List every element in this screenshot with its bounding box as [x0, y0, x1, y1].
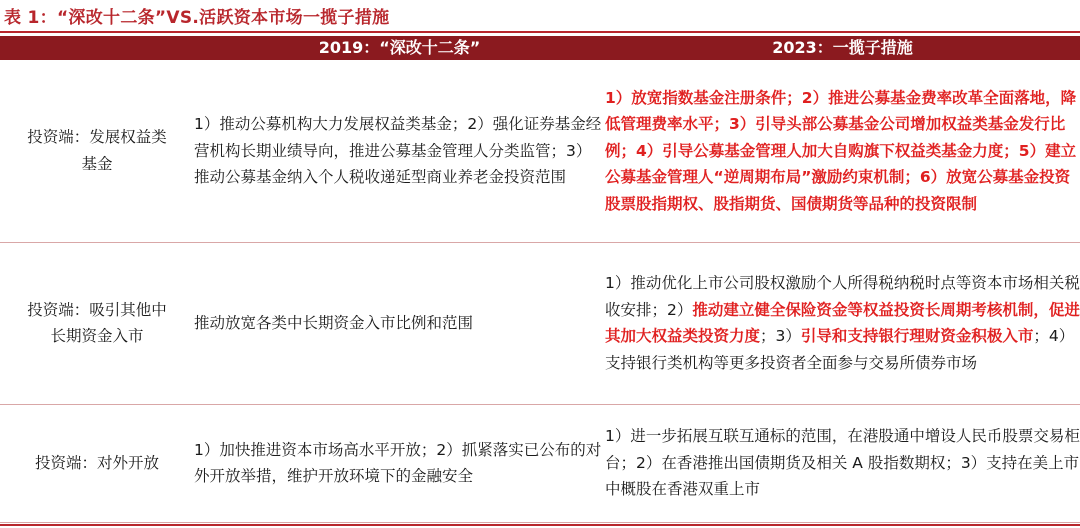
bottom-divider	[0, 524, 1080, 526]
cell-2019: 推动放宽各类中长期资金入市比例和范围	[194, 242, 605, 404]
cell-2023	[605, 60, 1080, 242]
table-row	[0, 60, 1080, 242]
highlight-text: 推动建立健全保险资金等权益投资长周期考核机制，促进其加大权益类投资力度	[605, 300, 1080, 345]
row-category	[0, 404, 194, 522]
plain-text: 1）推动优化上市公司股权激励个人所得税纳税时点等资本市场相关税收安排；2）	[605, 274, 1080, 319]
highlight-text: 1）放宽指数基金注册条件；2）推进公募基金费率改革全面落地，降低管理费率水平；3）引导头部公募基金公司增加权益类基金发行比例；4）引导公募基金管理人加大自购旗下权益类基金力度；5）建立公募基金管理人“逆周期布局”激励约束机制；6）放宽公募基金投资股票股指期权、股指期货、国债期货等品种的投资限制	[605, 88, 1077, 213]
table-row	[0, 242, 1080, 404]
row-category	[0, 242, 194, 404]
plain-text: ；4）支持银行类机构等更多投资者全面参与交易所债券市场	[605, 327, 1075, 372]
table-row	[0, 404, 1080, 522]
category-text: 投资端：吸引其他中长期资金入市	[27, 300, 167, 345]
header-row	[0, 36, 1080, 60]
plain-text: ；3）	[760, 327, 801, 345]
cell-2019: 1）推动公募机构大力发展权益类基金；2）强化证券基金经营机构长期业绩导向，推进公募基金管理人分类监管；3）推动公募基金纳入个人税收递延型商业养老金投资范围	[194, 60, 605, 242]
title-divider	[0, 31, 1080, 33]
header-2023: 2023：一揽子措施	[605, 36, 1080, 60]
row-category	[0, 60, 194, 242]
plain-text: 1）进一步拓展互联互通标的范围，在港股通中增设人民币股票交易柜台；2）在香港推出国债期货及相关 A 股指数期权；3）支持在美上市中概股在香港双重上市	[605, 427, 1080, 499]
cell-2023	[605, 404, 1080, 522]
category-text: 投资端：对外开放	[34, 453, 159, 472]
cell-2019: 1）加快推进资本市场高水平开放；2）抓紧落实已公布的对外开放举措，维护开放环境下的金融安全	[194, 404, 605, 522]
highlight-text: 引导和支持银行理财资金积极入市	[800, 327, 1034, 345]
category-text: 投资端：发展权益类基金	[27, 128, 167, 173]
table-title: 表 1：“深改十二条”VS.活跃资本市场一揽子措施	[4, 8, 390, 28]
cell-2023	[605, 242, 1080, 404]
header-category	[0, 36, 194, 60]
header-2019: 2019：“深改十二条”	[194, 36, 605, 60]
comparison-table	[0, 36, 1080, 523]
